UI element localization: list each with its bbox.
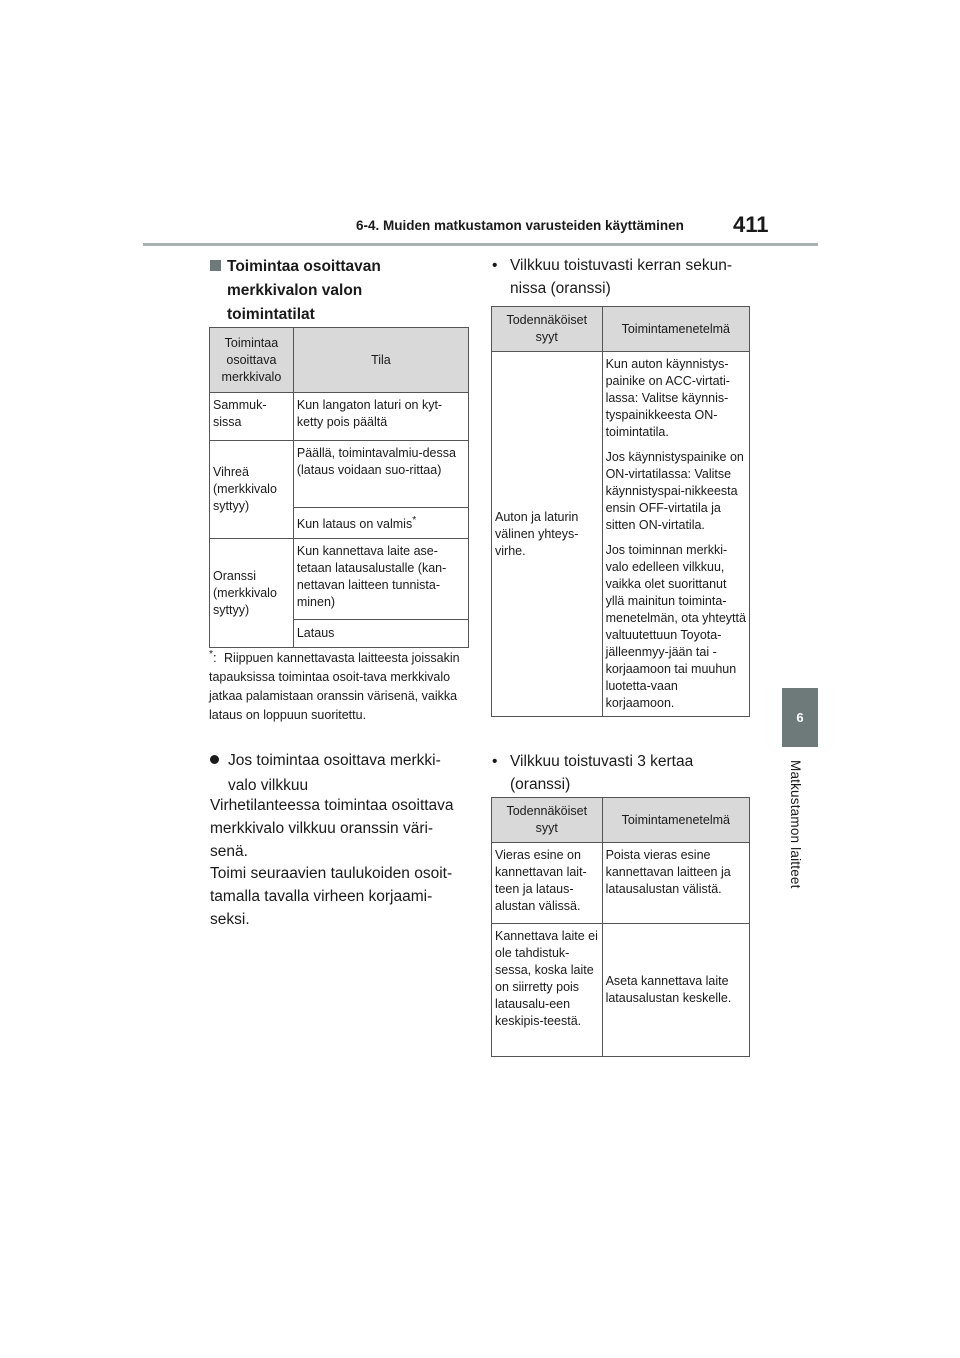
table-header-cell: Todennäköiset syyt: [492, 307, 603, 352]
footnote-text: Riippuen kannettavasta laitteesta joissakin tapauksissa toimintaa osoit-tava merkkivalo jatkaa palamistaan oranssin värisenä, vaikka lataus on loppuun suoritettu.: [209, 651, 460, 723]
bullet-line-1: Jos toimintaa osoittava merkki-: [228, 752, 441, 769]
table-row: [210, 441, 469, 508]
dash-bullet-icon: •: [492, 257, 498, 274]
cause-cell: Kannettava laite ei ole tahdistuk-sessa, koska laite on siirretty pois latausalu-een keskipis-teestä.: [492, 924, 603, 1057]
bullet-heading: [210, 748, 465, 798]
bullet-dot-icon: [210, 755, 219, 764]
table-row: [210, 539, 469, 620]
action-paragraph: Kun auton käynnistys-painike on ACC-virtati-lassa: Valitse käynnis-tyspainikkeesta ON-toimintatila.: [605, 357, 730, 439]
table-row: [492, 924, 750, 1057]
state-cell: Kun langaton laturi on kyt-ketty pois päältä: [293, 393, 468, 441]
chapter-number: 6: [796, 710, 804, 725]
table-row: [492, 352, 750, 717]
state-cell: Lataus: [293, 620, 468, 648]
table-row: [492, 843, 750, 924]
indicator-cell: Oranssi (merkkivalo syttyy): [210, 539, 294, 648]
footnote-mark: *: [412, 515, 417, 527]
section-heading: [210, 255, 460, 327]
footnote-mark: *: [209, 649, 214, 660]
action-paragraph: Jos toiminnan merkki-valo edelleen vilkkuu, vaikka olet suorittanut yllä mainitun toiminta-menetelmän, ota yhteyttä valtuutettuun Toyota-jälleenmyy-jään tai -korjaamoon tai muuhun luotetta-vaan korjaamoon.: [605, 543, 746, 710]
action-paragraph: Jos käynnistyspainike on ON-virtatilassa: Valitse käynnistyspai-nikkeesta ensin OFF-virtatila ja sitten ON-virtatila.: [605, 450, 744, 532]
cause-cell: Auton ja laturin välinen yhteys-virhe.: [492, 352, 603, 717]
blink-three-times-item: • Vilkkuu toistuvasti 3 kertaa (oranssi): [492, 750, 757, 796]
header-divider: [143, 243, 818, 246]
paragraph: Virhetilanteessa toimintaa osoittava merkkivalo vilkkuu oranssin väri-senä.: [210, 797, 454, 860]
blink-three-times-table: [491, 797, 750, 1057]
cause-cell: Vieras esine on kannettavan lait-teen ja lataus-alustan välissä.: [492, 843, 603, 924]
chapter-tab: [782, 688, 818, 747]
indicator-cell: Sammuk-sissa: [210, 393, 294, 441]
table-header-row: [492, 798, 750, 843]
table-header-cell: Toimintaa osoittava merkkivalo: [210, 328, 294, 393]
table-row: [210, 393, 469, 441]
table-header-row: [492, 307, 750, 352]
table-header-cell: Toimintamenetelmä: [602, 798, 749, 843]
state-cell: Päällä, toimintavalmiu-dessa (lataus voidaan suo-rittaa): [293, 441, 468, 508]
action-cell: Poista vieras esine kannettavan laitteen ja latausalustan välistä.: [602, 843, 749, 924]
table-header-row: [210, 328, 469, 393]
paragraph: Toimi seuraavien taulukoiden osoit-tamalla tavalla virheen korjaami-seksi.: [210, 865, 453, 928]
table-header-cell: Todennäköiset syyt: [492, 798, 603, 843]
action-cell: [602, 352, 749, 717]
heading-line-3: toimintatilat: [227, 306, 315, 323]
page-number: 411: [733, 212, 769, 237]
blink-once-table: [491, 306, 750, 717]
section-title: 6-4. Muiden matkustamon varusteiden käyttäminen: [356, 218, 684, 233]
heading-line-2: merkkivalon valon: [227, 282, 363, 299]
bullet-line-2: valo vilkkuu: [228, 777, 309, 794]
heading-line-1: Toimintaa osoittavan: [227, 258, 381, 275]
footnote: *: Riippuen kannettavasta laitteesta joissakin tapauksissa toimintaa osoit-tava merkkivalo jatkaa palamistaan oranssin värisenä, vaikka lataus on loppuun suoritettu.: [209, 649, 460, 723]
chapter-label: Matkustamon laitteet: [788, 760, 803, 889]
dash-bullet-icon: •: [492, 753, 498, 770]
indicator-status-table: [209, 327, 469, 648]
action-cell: Aseta kannettava laite latausalustan keskelle.: [602, 924, 749, 1057]
body-text: [210, 795, 465, 932]
table-header-cell: Toimintamenetelmä: [602, 307, 749, 352]
state-cell: Kun kannettava laite ase-tetaan latausalustalle (kan-nettavan laitteen tunnista-minen): [293, 539, 468, 620]
blink-once-item: • Vilkkuu toistuvasti kerran sekun- nissa (oranssi): [492, 254, 757, 300]
table-header-cell: Tila: [293, 328, 468, 393]
indicator-cell: Vihreä (merkkivalo syttyy): [210, 441, 294, 539]
state-cell: Kun lataus on valmis*: [293, 508, 468, 539]
square-bullet-icon: [210, 260, 221, 271]
